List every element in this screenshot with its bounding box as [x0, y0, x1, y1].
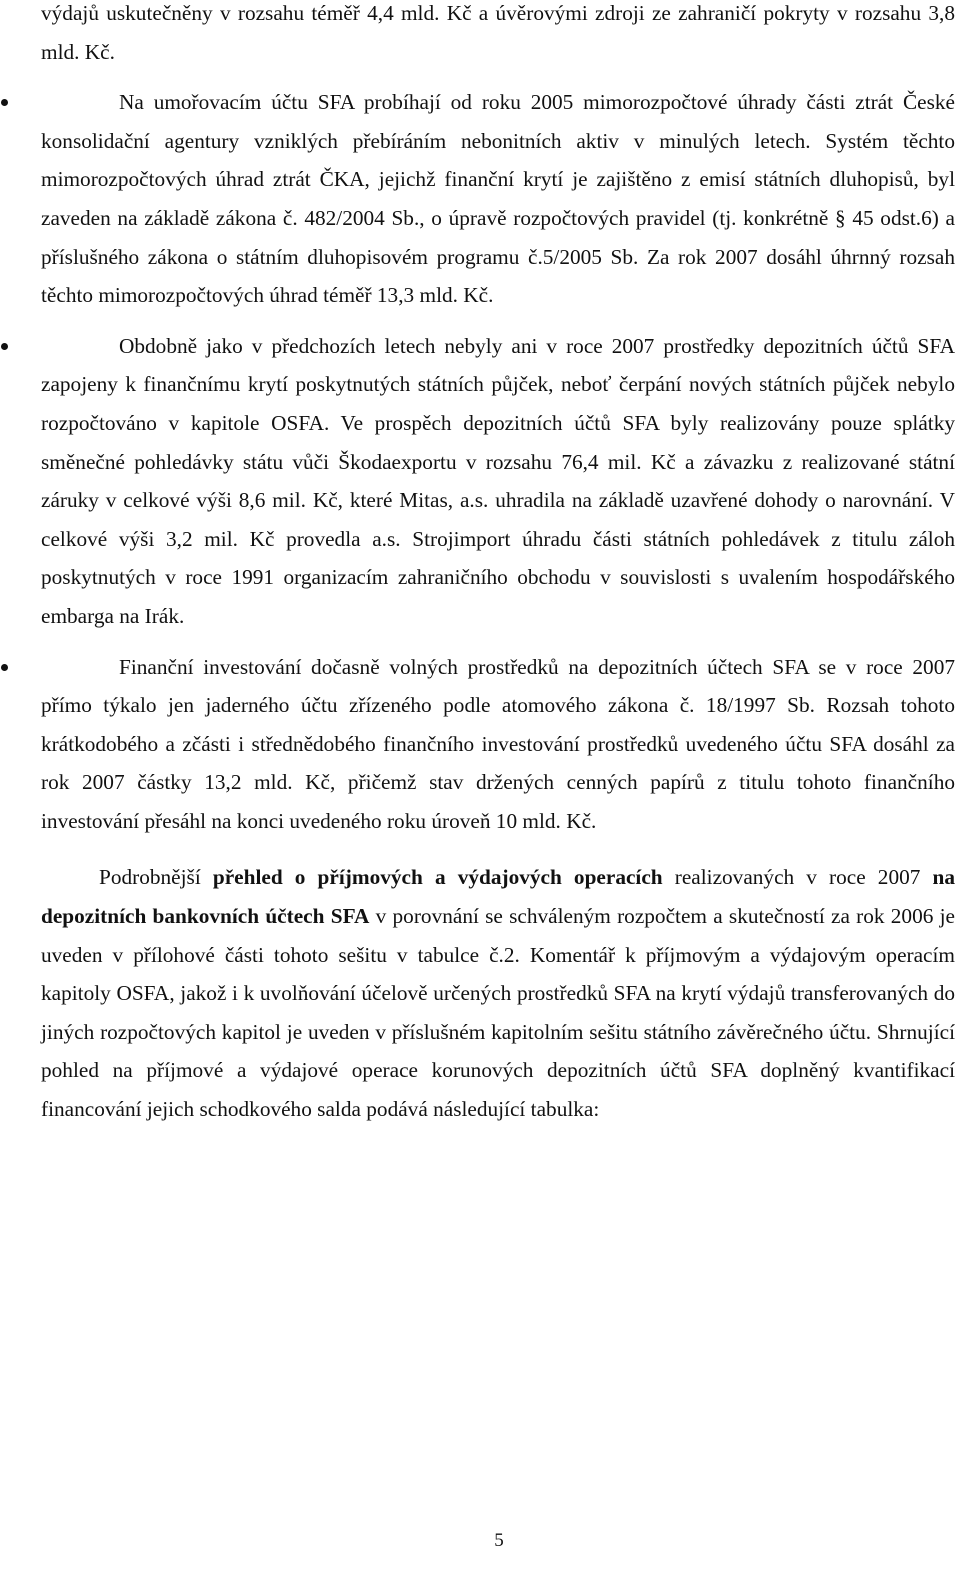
summary-paragraph	[41, 858, 955, 1128]
bullet-paragraph-1: Na umořovacím účtu SFA probíhají od roku 2005 mimorozpočtové úhrady části ztrát České konsolidační agentury vzniklých přebíráním nebonitních aktiv v minulých letech. Systém těchto mimorozpočtových úhrad ztrát ČKA, jejichž finanční krytí je zajištěno z emisí státních dluhopisů, byl zaveden na základě zákona č. 482/2004 Sb., o úpravě rozpočtových pravidel (tj. konkrétně § 45 odst.6) a příslušného zákona o státním dluhopisovém programu č.5/2005 Sb. Za rok 2007 dosáhl úhrnný rozsah těchto mimorozpočtových úhrad téměř 13,3 mld. Kč.	[41, 83, 955, 315]
paragraph-continuation: výdajů uskutečněny v rozsahu téměř 4,4 mld. Kč a úvěrovými zdroji ze zahraničí pokryty v rozsahu 3,8 mld. Kč.	[41, 1, 955, 64]
summary-bold-1: přehled o příjmových a výdajových operacích	[212, 865, 663, 890]
bullet-paragraph-3: Finanční investování dočasně volných prostředků na depozitních účtech SFA se v roce 2007 přímo týkalo jen jaderného účtu zřízeného podle atomového zákona č. 18/1997 Sb. Rozsah tohoto krátkodobého a zčásti i střednědobého finančního investování prostředků uvedeného účtu SFA dosáhl za rok 2007 částky 13,2 mld. Kč, přičemž stav držených cenných papírů z titulu tohoto finančního investování přesáhl na konci uvedeného roku úroveň 10 mld. Kč.	[41, 648, 955, 841]
summary-text-2: realizovaných v roce 2007	[662, 865, 933, 890]
page-number: 5	[494, 1530, 504, 1551]
summary-bold-2: na depozitních bankovních účtech SFA	[41, 865, 955, 929]
summary-text-1: Podrobnější	[99, 865, 213, 890]
document-page	[41, 0, 955, 1129]
bullet-paragraph-2: Obdobně jako v předchozích letech nebyly ani v roce 2007 prostředky depozitních účtů SFA zapojeny k finančnímu krytí poskytnutých státních půjček, neboť čerpání nových státních půjček nebylo rozpočtováno v kapitole OSFA. Ve prospěch depozitních účtů SFA byly realizovány pouze splátky směnečné pohledávky státu vůči Škodaexportu v rozsahu 76,4 mil. Kč a závazku z realizované státní záruky v celkové výši 8,6 mil. Kč, které Mitas, a.s. uhradila na základě uzavřené dohody o narovnání. V celkové výši 3,2 mil. Kč provedla a.s. Strojimport úhradu části státních pohledávek z titulu záloh poskytnutých v roce 1991 organizacím zahraničního obchodu v souvislosti s uvalením hospodářského embarga na Irák.	[41, 327, 955, 636]
summary-text-3: v porovnání se schváleným rozpočtem a skutečností za rok 2006 je uveden v přílohové části tohoto sešitu v tabulce č.2. Komentář k příjmovým a výdajovým operacím kapitoly OSFA, jakož i k uvolňování účelově určených prostředků SFA na krytí výdajů transferovaných do jiných rozpočtových kapitol je uveden v příslušném kapitolním sešitu státního závěrečného účtu. Shrnující pohled na příjmové a výdajové operace korunových depozitních účtů SFA doplněný kvantifikací financování jejich schodkového salda podává následující tabulka:	[41, 904, 955, 1122]
